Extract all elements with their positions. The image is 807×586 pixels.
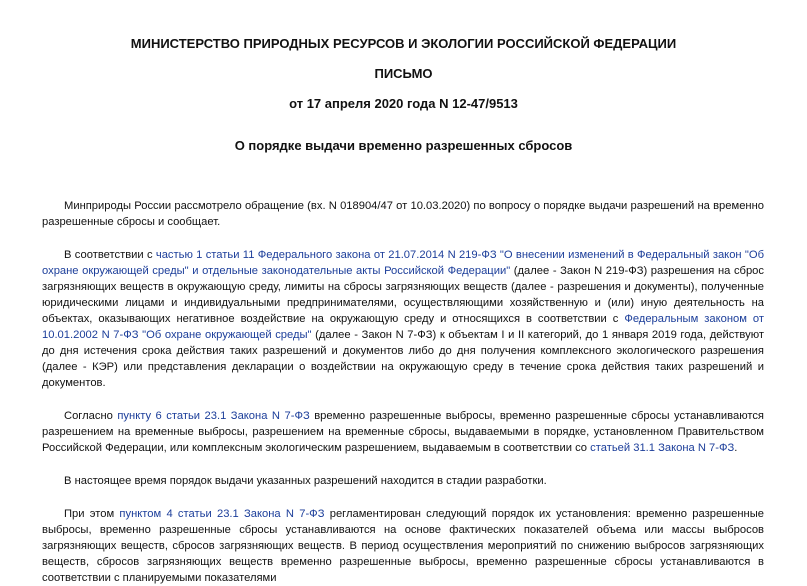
- law-reference-link[interactable]: частью 1 статьи 11 Федерального закона от 21.07.2014 N 219-ФЗ "О внесении изменений в Федеральный закон "Об охране окружающей среды" и отдельные законодательные акты Российской Федерации": [42, 249, 764, 277]
- paragraph-text: Согласно: [64, 410, 118, 422]
- paragraph-text: .: [734, 442, 738, 454]
- paragraph-1: [42, 198, 764, 230]
- paragraph-text: (далее - Закон N 7-ФЗ) к объектам I и II категорий, до 1 января 2019 года, действуют до дня истечения срока действия таких разрешений и документов либо до дня получения комплексного экологического разрешения (далее - КЭР) или представления декларации о воздействии на окружающую среду в течение срока действия таких разрешений и документов.: [42, 329, 764, 389]
- paragraph-4: [42, 473, 764, 489]
- paragraph-5: [42, 506, 764, 586]
- paragraph-text: В настоящее время порядок выдачи указанных разрешений находится в стадии разработки.: [64, 475, 547, 487]
- paragraph-2: [42, 247, 764, 391]
- document-type: ПИСЬМО: [374, 66, 433, 81]
- paragraph-text: Минприроды России рассмотрело обращение (вх. N 018904/47 от 10.03.2020) по вопросу о порядке выдачи разрешений на временно разрешенные сбросы и сообщает.: [42, 200, 764, 228]
- document-date-number: от 17 апреля 2020 года N 12-47/9513: [289, 96, 518, 111]
- paragraph-text: регламентирован следующий порядок их установления: временно разрешенные выбросы, временно разрешенные сбросы устанавливаются на основе фактических показателей объема или массы выбросов загрязняющих веществ, сбросов загрязняющих веществ. В период осуществления мероприятий по снижению выбросов загрязняющих веществ, сбросов загрязняющих веществ временно разрешенные выбросы, временно разрешенные сбросы устанавливаются в соответствии с планируемыми показателями: [42, 508, 764, 584]
- paragraph-text: В соответствии с: [64, 249, 156, 261]
- document-subject: О порядке выдачи временно разрешенных сбросов: [234, 138, 573, 153]
- law-reference-link[interactable]: статьей 31.1 Закона N 7-ФЗ: [590, 442, 735, 454]
- paragraph-text: (далее - Закон N 219-ФЗ) разрешения на сброс загрязняющих веществ в окружающую среду, лимиты на сбросы загрязняющих веществ (далее - разрешения и документы), полученные юридическими лицами и индивидуальными предпринимателями, осуществляющими хозяйственную и (или) иную деятельность на объектах, оказывающих негативное воздействие на окружающую среду и относящихся в соответствии с: [42, 265, 764, 325]
- law-reference-link[interactable]: пункту 6 статьи 23.1 Закона N 7-ФЗ: [117, 410, 310, 422]
- document-body: [42, 198, 764, 586]
- paragraph-text: При этом: [64, 508, 120, 520]
- law-reference-link[interactable]: пунктом 4 статьи 23.1 Закона N 7-ФЗ: [119, 508, 325, 520]
- paragraph-3: [42, 408, 764, 456]
- paragraph-text: временно разрешенные выбросы, временно разрешенные сбросы устанавливаются разрешением на временные выбросы, разрешением на временные сбросы, выдаваемыми в порядке, установленном Правительством Российской Федерации, или комплексным экологическим разрешением, выдаваемым в соответствии со: [42, 410, 764, 454]
- ministry-heading: МИНИСТЕРСТВО ПРИРОДНЫХ РЕСУРСОВ И ЭКОЛОГИИ РОССИЙСКОЙ ФЕДЕРАЦИИ: [130, 36, 677, 51]
- law-reference-link[interactable]: Федеральным законом от 10.01.2002 N 7-ФЗ "Об охране окружающей среды": [42, 313, 765, 341]
